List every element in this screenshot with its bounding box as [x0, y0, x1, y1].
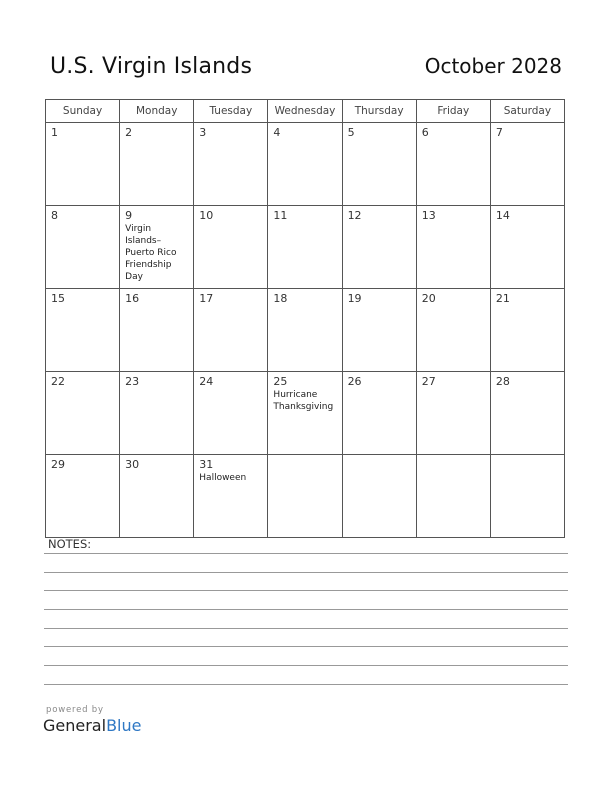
- day-cell: [490, 289, 564, 372]
- day-cell: [46, 206, 120, 289]
- day-number: 31: [199, 458, 214, 471]
- calendar-title: U.S. Virgin Islands: [50, 54, 253, 79]
- day-number: 3: [199, 126, 207, 139]
- day-cell: [342, 372, 416, 455]
- weekday-header-row: [46, 100, 565, 123]
- day-number: 28: [495, 375, 510, 388]
- day-cell: [120, 289, 194, 372]
- day-cell: [342, 123, 416, 206]
- day-number: 4: [273, 126, 281, 139]
- day-cell: [46, 289, 120, 372]
- day-number: 13: [421, 209, 436, 222]
- day-cell: [46, 372, 120, 455]
- day-cell: [416, 289, 490, 372]
- powered-by-label: powered by: [46, 705, 104, 715]
- day-cell: [490, 455, 564, 538]
- day-cell: [268, 372, 342, 455]
- day-number: 19: [347, 292, 362, 305]
- day-number: 25: [273, 375, 288, 388]
- weekday-header: Wednesday: [268, 100, 342, 123]
- day-number: 16: [125, 292, 140, 305]
- day-number: 9: [125, 209, 133, 222]
- day-number: 10: [199, 209, 214, 222]
- day-cell: [194, 123, 268, 206]
- day-number: 24: [199, 375, 214, 388]
- day-cell: [342, 206, 416, 289]
- day-cell: [268, 289, 342, 372]
- weekday-header: Saturday: [490, 100, 564, 123]
- day-number: 18: [273, 292, 288, 305]
- day-number: 17: [199, 292, 214, 305]
- day-number: 21: [495, 292, 510, 305]
- day-number: 30: [125, 458, 140, 471]
- day-number: 27: [421, 375, 436, 388]
- note-line: [44, 665, 568, 666]
- day-number: 15: [51, 292, 65, 305]
- calendar-month: October 2028: [424, 54, 562, 78]
- day-cell: [46, 455, 120, 538]
- day-number: 11: [273, 209, 288, 222]
- week-row: [46, 455, 565, 538]
- brand-blue: Blue: [106, 716, 142, 735]
- brand-general: General: [43, 716, 107, 735]
- note-line: [44, 609, 568, 610]
- weekday-header: Monday: [120, 100, 194, 123]
- week-row: [46, 289, 565, 372]
- day-number: 7: [495, 126, 503, 139]
- day-number: 1: [51, 126, 58, 139]
- week-row: [46, 372, 565, 455]
- day-number: 2: [125, 126, 133, 139]
- weekday-header: Tuesday: [194, 100, 268, 123]
- holiday-label: Halloween: [199, 473, 247, 483]
- day-number: 8: [51, 209, 58, 222]
- day-cell: [194, 455, 268, 538]
- day-cell: [342, 289, 416, 372]
- day-number: 6: [421, 126, 429, 139]
- notes-label: NOTES:: [48, 537, 92, 551]
- day-cell: [194, 206, 268, 289]
- day-cell: [194, 289, 268, 372]
- day-cell: [120, 372, 194, 455]
- week-row: [46, 123, 565, 206]
- note-line: [44, 684, 568, 685]
- day-cell: [268, 206, 342, 289]
- note-line: [44, 646, 568, 647]
- day-number: 14: [495, 209, 510, 222]
- day-cell: [46, 123, 120, 206]
- note-line: [44, 628, 568, 629]
- note-line: [44, 590, 568, 591]
- day-number: 26: [347, 375, 362, 388]
- day-cell: [120, 123, 194, 206]
- day-cell: [490, 123, 564, 206]
- note-line: [44, 572, 568, 573]
- day-number: 23: [125, 375, 140, 388]
- day-number: 29: [51, 458, 65, 471]
- day-cell: [490, 372, 564, 455]
- brand-logo: [43, 716, 141, 735]
- day-cell: [120, 455, 194, 538]
- day-number: 12: [347, 209, 362, 222]
- holiday-label: Virgin Islands–Puerto Rico Friendship Day: [125, 224, 177, 282]
- day-cell: [268, 455, 342, 538]
- note-line: [44, 553, 568, 554]
- day-cell: [120, 206, 194, 289]
- day-number: 20: [421, 292, 436, 305]
- day-cell: [490, 206, 564, 289]
- day-cell: [416, 206, 490, 289]
- day-cell: [416, 123, 490, 206]
- day-cell: [194, 372, 268, 455]
- weekday-header: Friday: [416, 100, 490, 123]
- day-cell: [416, 372, 490, 455]
- week-row: [46, 206, 565, 289]
- day-cell: [416, 455, 490, 538]
- weekday-header: Thursday: [342, 100, 416, 123]
- calendar-grid: [45, 99, 565, 538]
- weekday-header: Sunday: [46, 100, 120, 123]
- holiday-label: Hurricane Thanksgiving: [273, 390, 334, 412]
- day-cell: [342, 455, 416, 538]
- day-number: 22: [51, 375, 65, 388]
- day-number: 5: [347, 126, 355, 139]
- day-cell: [268, 123, 342, 206]
